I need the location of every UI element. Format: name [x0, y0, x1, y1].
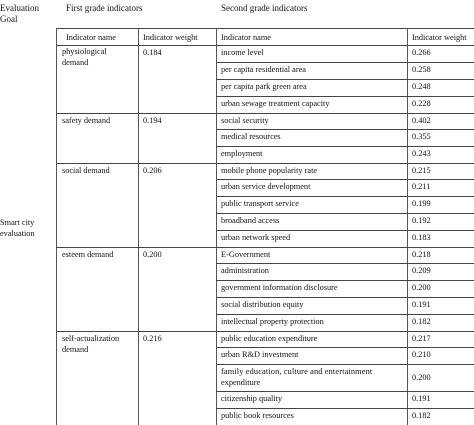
group-weight: 0.200: [143, 250, 162, 259]
indicator-weight: 0.211: [412, 182, 431, 191]
row-divider: [216, 230, 474, 231]
indicator-name: medical resources: [221, 132, 281, 141]
header-evaluation-goal-line1: Evaluation: [0, 3, 39, 13]
indicator-name: income level: [221, 48, 264, 57]
group-name-line1: safety demand: [62, 116, 111, 125]
indicator-weight: 0.266: [412, 48, 431, 57]
group-name-line2: demand: [62, 58, 89, 67]
indicator-name: administration: [221, 266, 269, 275]
goal-line1: Smart city: [0, 218, 35, 227]
row-divider: [216, 280, 474, 281]
group-weight: 0.194: [143, 116, 162, 125]
header-second-indicator-weight: Indicator weight: [412, 33, 467, 42]
indicator-name: social distribution equity: [221, 300, 304, 309]
indicator-name: urban service development: [221, 182, 311, 191]
indicator-weight: 0.228: [412, 99, 431, 108]
group-name-line1: esteem demand: [62, 250, 114, 259]
row-divider: [216, 314, 474, 315]
indicator-name: E-Government: [221, 250, 271, 259]
header-first-grade: First grade indicators: [66, 3, 143, 13]
indicator-name: per capita park green area: [221, 82, 307, 91]
row-divider: [216, 213, 474, 214]
indicator-name: family education, culture and entertainment: [221, 367, 373, 376]
indicator-weight: 0.402: [412, 116, 431, 125]
indicator-weight: 0.243: [412, 149, 431, 158]
indicator-weight: 0.192: [412, 216, 431, 225]
group-name-line1: self-actualization: [62, 334, 120, 343]
indicator-weight: 0.182: [412, 317, 431, 326]
indicator-name: per capita residential area: [221, 65, 306, 74]
indicator-name: public education expenditure: [221, 334, 318, 343]
row-divider: [216, 408, 474, 409]
group-divider: [56, 247, 474, 248]
group-name-line1: physiological: [62, 47, 107, 56]
indicator-name: public book resources: [221, 411, 294, 420]
indicator-weight: 0.248: [412, 82, 431, 91]
column-separator-first-name: [138, 28, 139, 425]
indicator-weight: 0.200: [412, 373, 431, 382]
column-separator-first-weight: [216, 28, 217, 425]
indicator-weight: 0.191: [412, 300, 431, 309]
indicator-name: employment: [221, 149, 263, 158]
header-indicator-weight: Indicator weight: [143, 33, 198, 42]
indicator-weight: 0.355: [412, 132, 431, 141]
indicator-name: broadband access: [221, 216, 280, 225]
goal-line2: evaluation: [0, 229, 35, 238]
row-divider: [216, 79, 474, 80]
row-divider: [216, 263, 474, 264]
indicator-name: mobile phone popularity rate: [221, 166, 318, 175]
indicator-weight: 0.183: [412, 233, 431, 242]
header-divider: [56, 28, 474, 29]
group-name-line2: demand: [62, 345, 89, 354]
group-name-line1: social demand: [62, 166, 110, 175]
indicator-name: urban R&D investment: [221, 350, 299, 359]
header-bottom-rule: [56, 45, 474, 46]
indicator-name: urban network speed: [221, 233, 291, 242]
indicator-weight: 0.215: [412, 166, 431, 175]
indicator-name: citizenship quality: [221, 394, 283, 403]
indicator-weight: 0.217: [412, 334, 431, 343]
indicator-weight: 0.191: [412, 394, 431, 403]
row-divider: [216, 297, 474, 298]
row-divider: [216, 96, 474, 97]
row-divider: [216, 62, 474, 63]
header-second-grade: Second grade indicators: [221, 3, 308, 13]
group-weight: 0.216: [143, 334, 162, 343]
column-separator-goal: [56, 28, 57, 425]
indicator-weight: 0.218: [412, 250, 431, 259]
indicator-weight: 0.199: [412, 199, 431, 208]
row-divider: [216, 146, 474, 147]
indicator-weight: 0.258: [412, 65, 431, 74]
indicator-name: social security: [221, 116, 269, 125]
column-separator-second-name: [407, 28, 408, 425]
group-divider: [56, 163, 474, 164]
row-divider: [216, 196, 474, 197]
row-divider: [216, 391, 474, 392]
header-indicator-name: Indicator name: [66, 33, 116, 42]
indicator-name: public transport service: [221, 199, 299, 208]
indicator-weight: 0.182: [412, 411, 431, 420]
header-evaluation-goal-line2: Goal: [0, 14, 18, 24]
row-divider: [216, 364, 474, 365]
indicator-weight: 0.210: [412, 350, 431, 359]
indicator-name: urban sewage treatment capacity: [221, 99, 330, 108]
row-divider: [216, 179, 474, 180]
group-weight: 0.184: [143, 48, 162, 57]
group-divider: [56, 113, 474, 114]
indicator-name: intellectual property protection: [221, 317, 324, 326]
indicator-name-line2: expenditure: [221, 378, 261, 387]
group-divider: [56, 331, 474, 332]
row-divider: [216, 347, 474, 348]
indicator-name: government information disclosure: [221, 283, 338, 292]
header-second-indicator-name: Indicator name: [221, 33, 271, 42]
group-weight: 0.206: [143, 166, 162, 175]
indicator-weight: 0.209: [412, 266, 431, 275]
indicator-weight: 0.200: [412, 283, 431, 292]
row-divider: [216, 129, 474, 130]
